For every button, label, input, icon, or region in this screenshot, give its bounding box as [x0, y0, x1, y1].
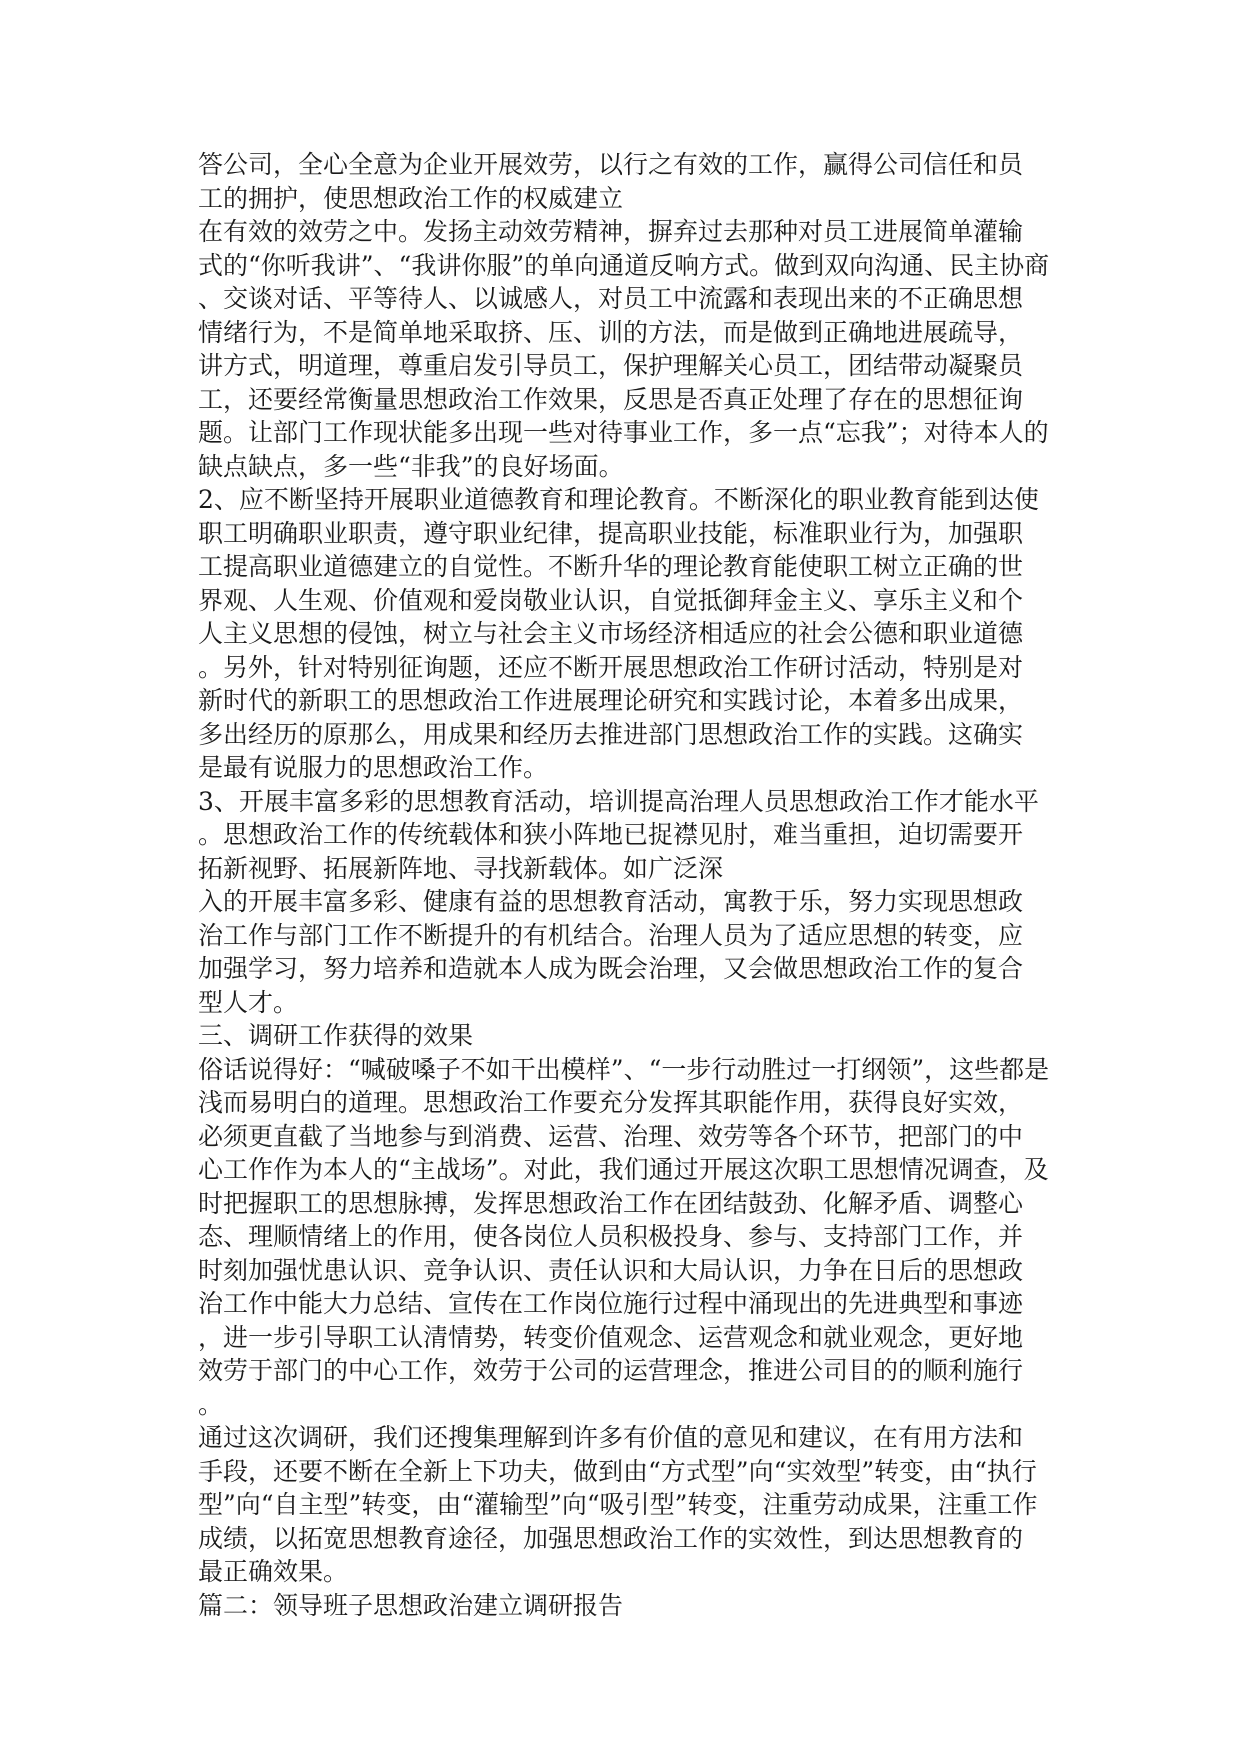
text-line: 是最有说服力的思想政治工作。 [198, 753, 549, 782]
text-line: 俗话说得好：“喊破嗓子不如干出模样”、“一步行动胜过一打纲领”，这些都是 [198, 1054, 1050, 1084]
text-line: 效劳于部门的中心工作，效劳于公司的运营理念，推进公司目的的顺利施行 [198, 1356, 1024, 1385]
text-line: 在有效的效劳之中。发扬主动效劳精神，摒弃过去那种对员工进展简单灌输 [198, 217, 1024, 246]
text-line: 新时代的新职工的思想政治工作进展理论研究和实践讨论，本着多出成果， [198, 686, 1024, 715]
text-line: 答公司，全心全意为企业开展效劳，以行之有效的工作，赢得公司信任和员 [198, 150, 1024, 179]
text-line: 三、调研工作获得的效果 [198, 1021, 474, 1050]
text-line: 多出经历的原那么，用成果和经历去推进部门思想政治工作的实践。这确实 [198, 719, 1024, 749]
text-line: 人主义思想的侵蚀，树立与社会主义市场经济相适应的社会公德和职业道德 [198, 619, 1024, 648]
text-line: 3、开展丰富多彩的思想教育活动，培训提高治理人员思想政治工作才能水平 [198, 786, 1039, 816]
text-line: 工，还要经常衡量思想政治工作效果，反思是否真正处理了存在的思想征询 [198, 384, 1024, 414]
text-line: 手段，还要不断在全新上下功夫，做到由“方式型”向“实效型”转变，由“执行 [198, 1456, 1037, 1486]
text-line: 入的开展丰富多彩、健康有益的思想教育活动，寓教于乐，努力实现思想政 [198, 887, 1024, 916]
text-line: 浅而易明白的道理。思想政治工作要充分发挥其职能作用，获得良好实效， [198, 1088, 1024, 1117]
text-line: 。另外，针对特别征询题，还应不断开展思想政治工作研讨活动，特别是对 [198, 652, 1024, 682]
text-line: 。 [198, 1389, 224, 1419]
text-line: ，进一步引导职工认清情势，转变价值观念、运营观念和就业观念，更好地 [198, 1322, 1024, 1352]
text-line: 态、理顺情绪上的作用，使各岗位人员积极投身、参与、支持部门工作，并 [198, 1222, 1024, 1251]
text-line: 缺点缺点，多一些“非我”的良好场面。 [198, 451, 624, 481]
document-body [198, 148, 1058, 1622]
text-line: 2、应不断坚持开展职业道德教育和理论教育。不断深化的职业教育能到达使 [198, 485, 1039, 514]
text-line: 时刻加强忧患认识、竞争认识、责任认识和大局认识，力争在日后的思想政 [198, 1255, 1024, 1285]
text-line: 工的拥护，使思想政治工作的权威建立 [198, 183, 624, 213]
text-line: 、交谈对话、平等待人、以诚感人，对员工中流露和表现出来的不正确思想 [198, 284, 1024, 313]
text-line: 工提高职业道德建立的自觉性。不断升华的理论教育能使职工树立正确的世 [198, 552, 1024, 581]
text-line: 成绩，以拓宽思想教育途径，加强思想政治工作的实效性，到达思想教育的 [198, 1523, 1024, 1553]
text-line: 必须更直截了当地参与到消费、运营、治理、效劳等各个环节，把部门的中 [198, 1121, 1024, 1151]
text-line: 界观、人生观、价值观和爱岗敬业认识，自觉抵御拜金主义、享乐主义和个 [198, 585, 1024, 615]
text-line: 职工明确职业职责，遵守职业纪律，提高职业技能，标准职业行为，加强职 [198, 518, 1024, 548]
text-line: 治工作与部门工作不断提升的有机结合。治理人员为了适应思想的转变，应 [198, 920, 1024, 950]
text-line: 讲方式，明道理，尊重启发引导员工，保护理解关心员工，团结带动凝聚员 [198, 351, 1024, 380]
text-line: 式的“你听我讲”、“我讲你服”的单向通道反响方式。做到双向沟通、民主协商 [198, 250, 1050, 280]
text-line: 篇二：领导班子思想政治建立调研报告 [198, 1590, 624, 1620]
text-line: 加强学习，努力培养和造就本人成为既会治理，又会做思想政治工作的复合 [198, 954, 1024, 983]
text-line: 型”向“自主型”转变，由“灌输型”向“吸引型”转变，注重劳动成果，注重工作 [198, 1490, 1038, 1519]
text-line: 治工作中能大力总结、宣传在工作岗位施行过程中涌现出的先进典型和事迹 [198, 1289, 1024, 1318]
text-line: 情绪行为，不是简单地采取挤、压、训的方法，而是做到正确地进展疏导， [198, 317, 1024, 347]
text-line: 通过这次调研，我们还搜集理解到许多有价值的意见和建议，在有用方法和 [198, 1423, 1024, 1452]
text-line: 。思想政治工作的传统载体和狭小阵地已捉襟见肘，难当重担，迫切需要开 [198, 820, 1024, 849]
text-line: 最正确效果。 [198, 1557, 349, 1586]
text-line: 心工作作为本人的“主战场”。对此，我们通过开展这次职工思想情况调查，及 [198, 1155, 1049, 1184]
text-line: 题。让部门工作现状能多出现一些对待事业工作，多一点“忘我”；对待本人的 [198, 418, 1049, 447]
text-line: 时把握职工的思想脉搏，发挥思想政治工作在团结鼓劲、化解矛盾、调整心 [198, 1188, 1024, 1218]
text-line: 型人才。 [198, 987, 299, 1017]
text-line: 拓新视野、拓展新阵地、寻找新载体。如广泛深 [198, 853, 724, 883]
